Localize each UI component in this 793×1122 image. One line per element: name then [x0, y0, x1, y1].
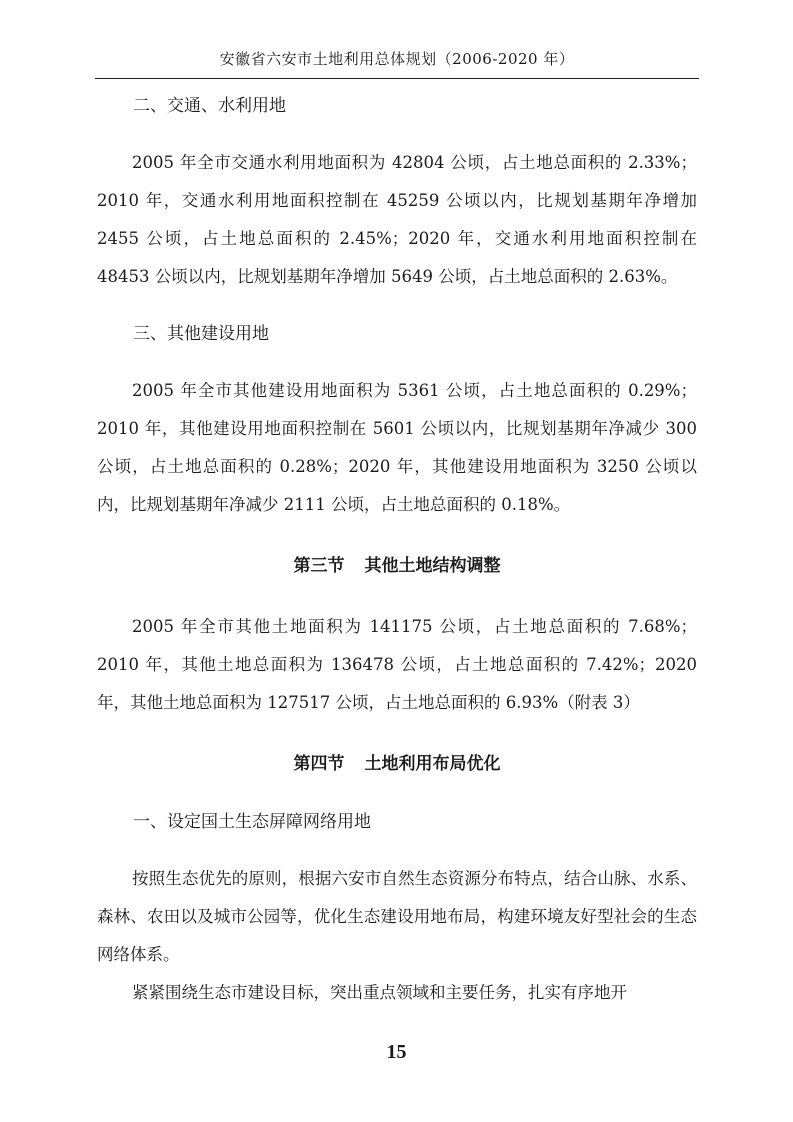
- subheading-traffic-water: 二、交通、水利用地: [133, 96, 286, 116]
- header-rule: [95, 78, 699, 79]
- spacer: [97, 842, 697, 860]
- subheading-ecology-network: 一、设定国土生态屏障网络用地: [133, 812, 371, 832]
- paragraph-other-land: 2005 年全市其他土地面积为 141175 公顷，占土地总面积的 7.68%；2010 年，其他土地总面积为 136478 公顷，占土地总面积的 7.42%；2020 年，其他土地总面积为 127517 公顷，占土地总面积的 6.93%（附表 3）: [97, 617, 697, 712]
- spacer: [97, 296, 697, 314]
- page-number: 15: [386, 1041, 407, 1063]
- spacer: [97, 126, 697, 144]
- paragraph-other-construction: 2005 年全市其他建设用地面积为 5361 公顷，占土地总面积的 0.29%；2010 年，其他建设用地面积控制在 5601 公顷以内，比规划基期年净减少 300 公顷，占土地总面积的 0.28%；2020 年，其他建设用地面积为 3250 公顷以内，比规划基期年净减少 2111 公顷，占土地总面积的 0.18%。: [97, 381, 697, 514]
- paragraph-traffic-water: 2005 年全市交通水利用地面积为 42804 公顷，占土地总面积的 2.33%；2010 年，交通水利用地面积控制在 45259 公顷以内，比规划基期年净增加 2455 公顷，占土地总面积的 2.45%；2020 年，交通水利用地面积控制在 48453 公顷以内，比规划基期年净增加 5649 公顷，占土地总面积的 2.63%。: [97, 153, 697, 286]
- subheading-other-construction: 三、其他建设用地: [133, 324, 269, 344]
- spacer: [97, 354, 697, 372]
- spacer: [97, 524, 697, 546]
- running-header: 安徽省六安市土地利用总体规划（2006-2020 年）: [219, 50, 575, 68]
- spacer: [97, 722, 697, 744]
- spacer: [97, 784, 697, 802]
- paragraph-ecology-goals: 紧紧围绕生态市建设目标，突出重点领域和主要任务，扎实有序地开: [132, 983, 627, 1002]
- section-title-3: 第三节 其他土地结构调整: [293, 556, 501, 576]
- paragraph-ecology-principle: 按照生态优先的原则，根据六安市自然生态资源分布特点，结合山脉、水系、森林、农田以及城市公园等，优化生态建设用地布局，构建环境友好型社会的生态网络体系。: [97, 869, 697, 964]
- page-body: [97, 86, 697, 1012]
- section-title-4: 第四节 土地利用布局优化: [293, 754, 501, 774]
- spacer: [97, 586, 697, 608]
